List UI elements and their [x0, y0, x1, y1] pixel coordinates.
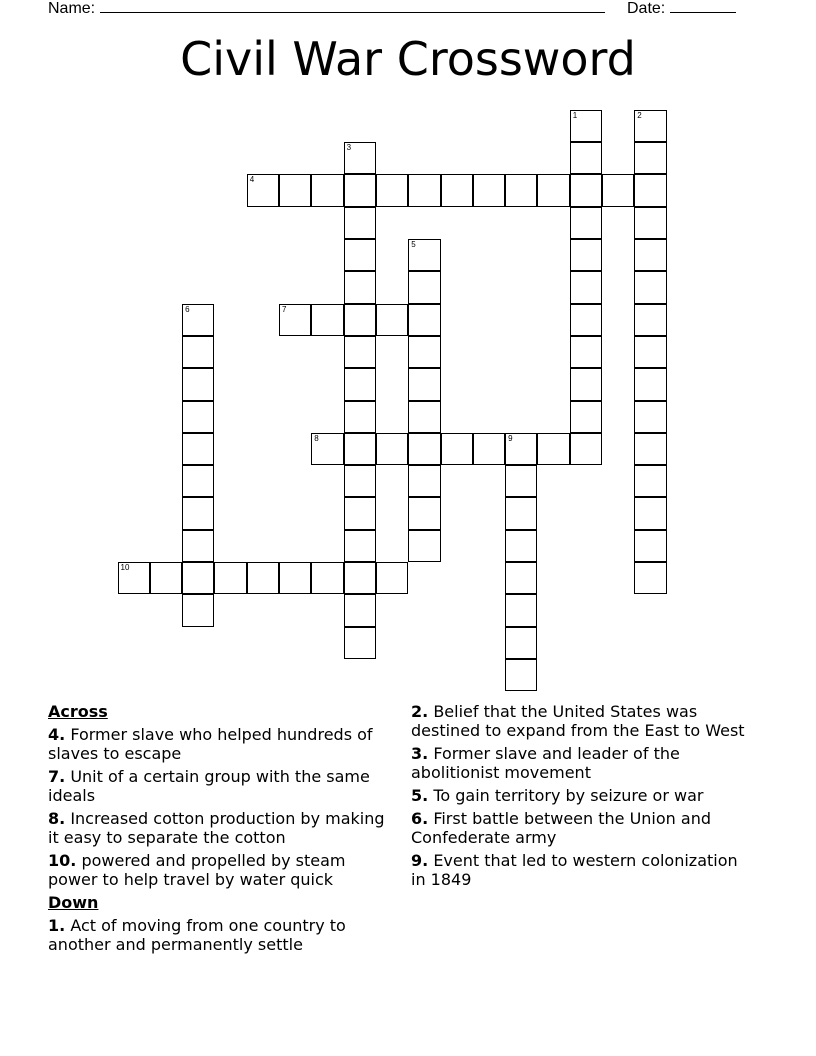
grid-cell[interactable] [214, 562, 246, 594]
grid-cell[interactable] [408, 530, 440, 562]
date-blank[interactable] [670, 0, 736, 13]
grid-cell[interactable] [505, 627, 537, 659]
grid-cell[interactable] [376, 562, 408, 594]
clue-number: 3 [346, 143, 352, 153]
grid-cell[interactable] [344, 562, 376, 594]
grid-cell[interactable] [634, 433, 666, 465]
grid-cell[interactable] [344, 433, 376, 465]
grid-cell[interactable] [344, 336, 376, 368]
down-clue: 1. Act of moving from one country to another and permanently settle [48, 916, 346, 954]
grid-cell[interactable] [247, 562, 279, 594]
grid-cell[interactable] [182, 562, 214, 594]
grid-cell[interactable] [537, 174, 569, 206]
across-clue: 4. Former slave who helped hundreds of slaves to escape [48, 725, 373, 763]
grid-cell[interactable] [344, 497, 376, 529]
grid-cell[interactable] [473, 433, 505, 465]
grid-cell[interactable] [182, 368, 214, 400]
name-label: Name: [48, 0, 96, 17]
grid-cell[interactable] [634, 239, 666, 271]
clue-number: 1 [572, 110, 578, 120]
date-field [627, 0, 736, 18]
grid-cell[interactable] [182, 594, 214, 626]
grid-cell[interactable] [247, 174, 279, 206]
grid-cell[interactable] [150, 562, 182, 594]
grid-cell[interactable] [311, 174, 343, 206]
grid-cell[interactable] [408, 368, 440, 400]
grid-cell[interactable] [182, 304, 214, 336]
grid-cell[interactable] [570, 110, 602, 142]
grid-cell[interactable] [344, 594, 376, 626]
grid-cell[interactable] [279, 174, 311, 206]
clues-column-left [48, 702, 388, 958]
grid-cell[interactable] [311, 433, 343, 465]
grid-cell[interactable] [311, 304, 343, 336]
grid-cell[interactable] [408, 465, 440, 497]
grid-cell[interactable] [344, 271, 376, 303]
across-clue: 8. Increased cotton production by making it easy to separate the cotton [48, 809, 385, 847]
grid-cell[interactable] [570, 174, 602, 206]
grid-cell[interactable] [182, 497, 214, 529]
grid-cell[interactable] [570, 401, 602, 433]
grid-cell[interactable] [634, 530, 666, 562]
grid-cell[interactable] [441, 174, 473, 206]
grid-cell[interactable] [505, 562, 537, 594]
grid-cell[interactable] [344, 174, 376, 206]
grid-cell[interactable] [279, 562, 311, 594]
clue-number: 6 [185, 304, 190, 314]
grid-cell[interactable] [182, 465, 214, 497]
grid-cell[interactable] [408, 304, 440, 336]
clue-number: 8 [314, 433, 319, 443]
grid-cell[interactable] [408, 271, 440, 303]
grid-cell[interactable] [376, 433, 408, 465]
grid-cell[interactable] [602, 174, 634, 206]
across-heading: Across [48, 702, 108, 721]
grid-cell[interactable] [505, 497, 537, 529]
grid-cell[interactable] [570, 304, 602, 336]
down-clue: 6. First battle between the Union and Confederate army [411, 809, 711, 847]
across-clue: 10. powered and propelled by steam power to help travel by water quick [48, 851, 346, 889]
grid-cell[interactable] [344, 207, 376, 239]
grid-cell[interactable] [408, 497, 440, 529]
grid-cell[interactable] [570, 142, 602, 174]
grid-cell[interactable] [505, 659, 537, 691]
grid-cell[interactable] [408, 239, 440, 271]
grid-cell[interactable] [634, 207, 666, 239]
grid-cell[interactable] [182, 530, 214, 562]
grid-cell[interactable] [344, 465, 376, 497]
grid-cell[interactable] [344, 627, 376, 659]
grid-cell[interactable] [441, 433, 473, 465]
grid-cell[interactable] [344, 142, 376, 174]
down-clue: 5. To gain territory by seizure or war [411, 786, 704, 805]
grid-cell[interactable] [344, 401, 376, 433]
grid-cell[interactable] [570, 271, 602, 303]
grid-cell[interactable] [408, 336, 440, 368]
down-clue: 2. Belief that the United States was destined to expand from the East to West [411, 702, 745, 740]
down-clue: 9. Event that led to western colonization in 1849 [411, 851, 738, 889]
grid-cell[interactable] [344, 239, 376, 271]
clue-number: 5 [411, 240, 416, 249]
grid-cell[interactable] [634, 465, 666, 497]
clues-column-right [411, 702, 756, 893]
grid-cell[interactable] [182, 433, 214, 465]
down-clue: 3. Former slave and leader of the abolitionist movement [411, 744, 680, 782]
grid-cell[interactable] [505, 530, 537, 562]
grid-cell[interactable] [634, 401, 666, 433]
grid-cell[interactable] [634, 110, 666, 142]
grid-cell[interactable] [634, 368, 666, 400]
grid-cell[interactable] [570, 336, 602, 368]
grid-cell[interactable] [634, 562, 666, 594]
grid-cell[interactable] [537, 433, 569, 465]
clue-number: 4 [249, 175, 255, 185]
name-blank[interactable] [100, 0, 605, 13]
grid-cell[interactable] [634, 304, 666, 336]
clue-number: 7 [282, 304, 287, 314]
grid-cell[interactable] [408, 433, 440, 465]
grid-cell[interactable] [570, 368, 602, 400]
date-label: Date: [627, 0, 666, 17]
down-heading: Down [48, 893, 99, 912]
grid-cell[interactable] [311, 562, 343, 594]
grid-cell[interactable] [408, 174, 440, 206]
grid-cell[interactable] [634, 336, 666, 368]
grid-cell[interactable] [376, 174, 408, 206]
grid-cell[interactable] [634, 497, 666, 529]
grid-cell[interactable] [505, 433, 537, 465]
grid-cell[interactable] [473, 174, 505, 206]
grid-cell[interactable] [344, 304, 376, 336]
grid-cell[interactable] [182, 401, 214, 433]
clue-number: 10 [120, 563, 130, 572]
grid-cell[interactable] [505, 174, 537, 206]
clue-number: 9 [508, 433, 513, 443]
grid-cell[interactable] [634, 271, 666, 303]
grid-cell[interactable] [570, 207, 602, 239]
grid-cell[interactable] [634, 142, 666, 174]
grid-cell[interactable] [279, 304, 311, 336]
grid-cell[interactable] [118, 562, 150, 594]
grid-cell[interactable] [344, 530, 376, 562]
clue-number: 2 [637, 110, 642, 120]
page-title: Civil War Crossword [180, 32, 636, 86]
grid-cell[interactable] [505, 465, 537, 497]
grid-cell[interactable] [570, 433, 602, 465]
grid-cell[interactable] [634, 174, 666, 206]
grid-cell[interactable] [182, 336, 214, 368]
across-clue: 7. Unit of a certain group with the same ideals [48, 767, 370, 805]
grid-cell[interactable] [408, 401, 440, 433]
grid-cell[interactable] [344, 368, 376, 400]
grid-cell[interactable] [376, 304, 408, 336]
grid-cell[interactable] [505, 594, 537, 626]
name-field [48, 0, 605, 18]
grid-cell[interactable] [570, 239, 602, 271]
